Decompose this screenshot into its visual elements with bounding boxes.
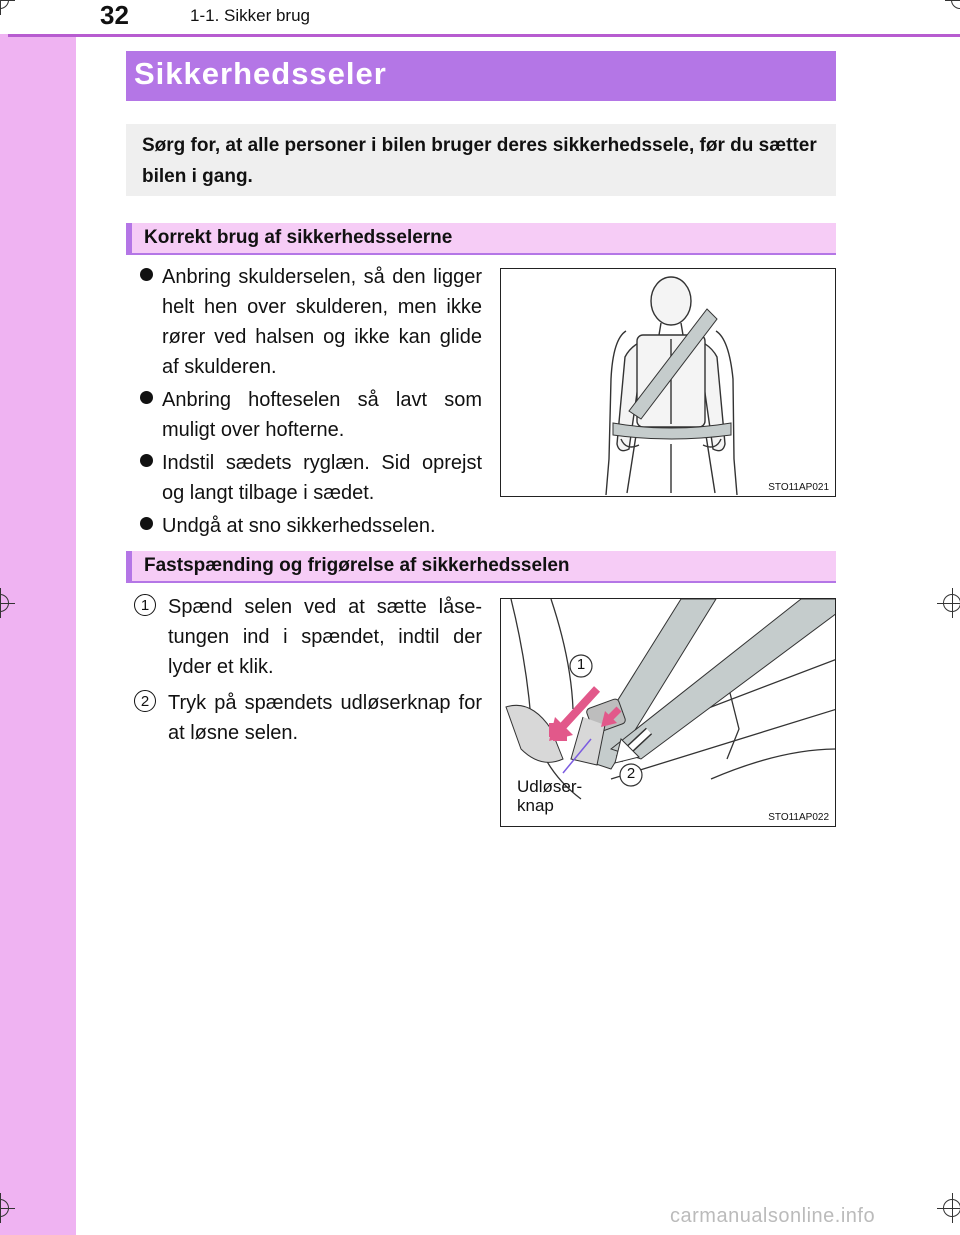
- step-list: [134, 592, 482, 754]
- bullet-list: [128, 262, 482, 544]
- callout-1: 1: [576, 656, 586, 673]
- section-heading-correct-use: [126, 223, 836, 255]
- header-rule: [8, 34, 960, 37]
- registration-mark: [951, 0, 960, 9]
- seatbelt-person-drawing: [501, 269, 836, 497]
- page-number: 32: [100, 0, 129, 30]
- list-item: 2 Tryk på spændets udløserknap for at løsne selen.: [134, 688, 482, 748]
- registration-mark: [943, 1199, 960, 1217]
- buckle-illustration: [500, 598, 836, 827]
- intro-text: Sørg for, at alle personer i bilen bruger deres sikkerhedssele, før du sætter bilen i gang.: [142, 135, 817, 187]
- seated-person-illustration: [500, 268, 836, 497]
- step-number-icon: 2: [134, 688, 168, 748]
- callout-2: 2: [626, 765, 636, 782]
- list-item: Undgå at sno sikkerhedsselen.: [128, 511, 482, 541]
- bullet-icon: [128, 511, 162, 541]
- bullet-icon: [128, 448, 162, 508]
- figure-code: STO11AP022: [768, 812, 829, 823]
- running-head: 1-1. Sikker brug: [190, 6, 310, 25]
- figure-code: STO11AP021: [768, 482, 829, 493]
- list-item: Anbring hofteselen så lavt som muligt over hofterne.: [128, 385, 482, 445]
- list-item: Anbring skulderselen, så den ligger helt hen over skulderen, men ikke rører ved halsen og ikke kan glide af skulderen.: [128, 262, 482, 382]
- sidebar-tab: [0, 0, 76, 1235]
- registration-mark: [943, 594, 960, 612]
- sidebar-top-gap: [0, 0, 76, 34]
- list-item: 1 Spænd selen ved at sætte låse-tungen ind i spændet, indtil der lyder et klik.: [134, 592, 482, 682]
- bullet-icon: [128, 262, 162, 382]
- bullet-icon: [128, 385, 162, 445]
- intro-box: [126, 124, 836, 196]
- title-bar: [126, 51, 836, 101]
- watermark: carmanualsonline.info: [670, 1205, 876, 1227]
- list-item: Indstil sædets ryglæn. Sid oprejst og langt tilbage i sædet.: [128, 448, 482, 508]
- section-heading-text: Korrekt brug af sikkerhedsselerne: [144, 227, 453, 248]
- release-button-label: Udløser- knap: [517, 777, 583, 815]
- section-heading-text: Fastspænding og frigørelse af sikkerhedsselen: [144, 555, 570, 576]
- section-heading-fasten-release: [126, 551, 836, 583]
- step-number-icon: 1: [134, 592, 168, 682]
- page-title: Sikkerhedsseler: [134, 56, 387, 91]
